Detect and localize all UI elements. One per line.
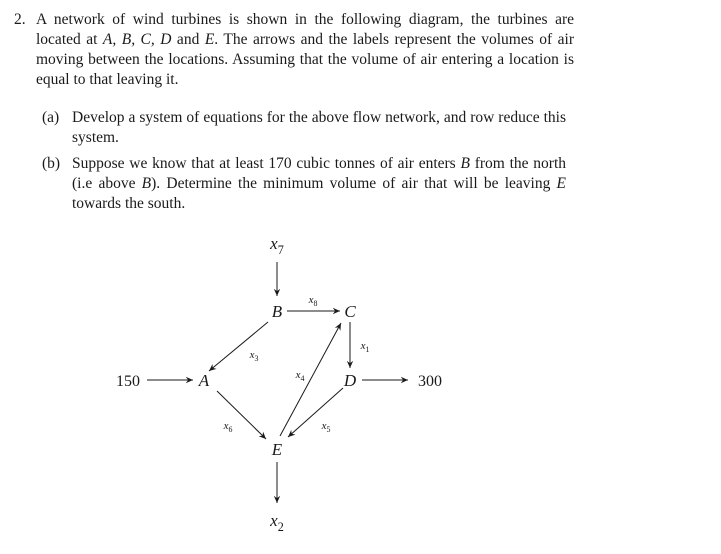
node-D: D [343,371,357,390]
node-A: A [198,371,210,390]
edge-x5-D-to-E [288,388,343,437]
part-b-label: (b) [42,155,61,172]
flow-label-x1: $x_1$ [360,340,370,355]
part-a-label: (a) [42,109,60,126]
flow-label-x8: $x_8$ [308,294,318,309]
flow-label-x5: $x_5$ [321,420,331,435]
node-B: B [271,302,283,321]
edge-x4-E-to-C [280,323,341,436]
part-b-text: Suppose we know that at least 170 cubic tonnes of air enters B from the north (i.e above B). Determine the minimum volume of air that will be leaving E towards the south. [72,155,567,212]
problem-number: 2. [14,11,26,28]
flow-label-x7: $x_7$ [270,234,284,257]
node-E: E [271,440,283,459]
flow-label-x4: $x_4$ [295,369,305,384]
node-C: C [344,302,356,321]
edge-x3-B-to-A [209,322,268,371]
flow-label-300: 300 [418,373,442,390]
problem-intro: A network of wind turbines is shown in the following diagram, the turbines are located at A, B, C, D and E. The arrows and the labels represent the volumes of air moving between the locations. Assuming that the volume of air entering a location is equal to that leaving it. [36,11,574,88]
flow-label-x2: $x_2$ [270,511,284,534]
flow-label-150: 150 [116,373,140,390]
part-a-text: Develop a system of equations for the above flow network, and row reduce this system. [72,109,566,146]
flow-label-x3: $x_3$ [249,349,259,364]
flow-label-x6: $x_6$ [223,420,233,435]
